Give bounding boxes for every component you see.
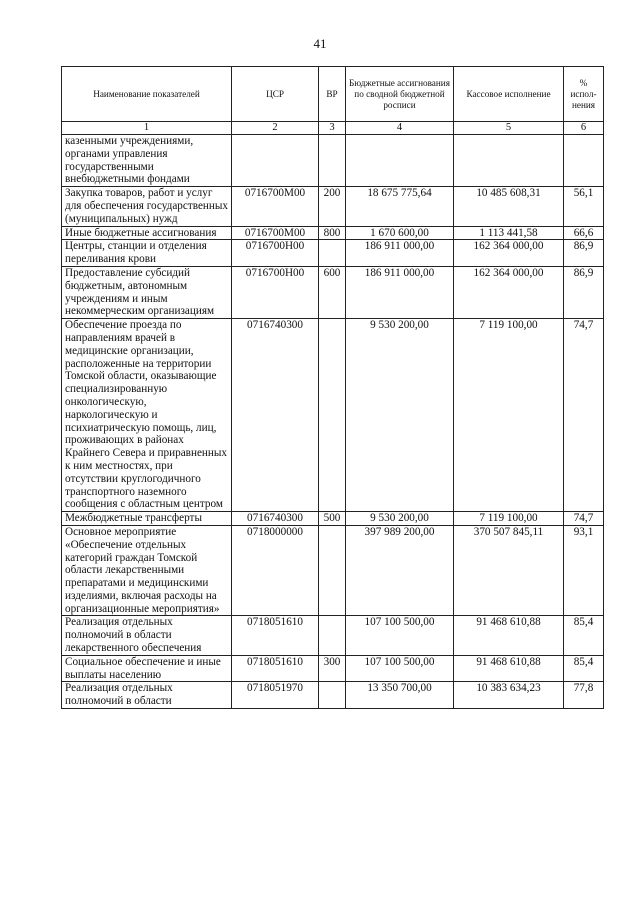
row-assignments-cell: 1 670 600,00 — [346, 226, 454, 240]
row-csr-cell: 0718051610 — [232, 655, 319, 682]
row-csr-cell: 0716700Н00 — [232, 266, 319, 318]
row-csr-cell: 0716740300 — [232, 512, 319, 526]
row-csr-cell: 0718051610 — [232, 616, 319, 655]
row-percent-cell: 77,8 — [564, 682, 604, 709]
header-cash: Кассовое исполнение — [454, 67, 564, 122]
row-name-cell: Межбюджетные трансферты — [62, 512, 232, 526]
row-percent-cell: 86,9 — [564, 240, 604, 267]
row-name-cell: Основное мероприятие «Обеспечение отдельных категорий граждан Томской области лекарственными препаратами и медицинскими изделиями, включая расходы на организационные мероприятия» — [62, 525, 232, 616]
row-assignments-cell: 13 350 700,00 — [346, 682, 454, 709]
row-assignments-cell: 397 989 200,00 — [346, 525, 454, 616]
row-assignments-cell — [346, 135, 454, 187]
row-vr-cell: 200 — [319, 187, 346, 226]
row-csr-cell: 0716700М00 — [232, 187, 319, 226]
row-assignments-cell: 9 530 200,00 — [346, 512, 454, 526]
column-number: 4 — [346, 122, 454, 135]
table-row — [62, 512, 604, 526]
row-cash-cell: 91 468 610,88 — [454, 655, 564, 682]
row-cash-cell: 370 507 845,11 — [454, 525, 564, 616]
row-vr-cell — [319, 616, 346, 655]
table-row — [62, 319, 604, 512]
row-percent-cell — [564, 135, 604, 187]
row-cash-cell: 10 383 634,23 — [454, 682, 564, 709]
column-number: 1 — [62, 122, 232, 135]
row-assignments-cell: 107 100 500,00 — [346, 616, 454, 655]
row-name-cell: Иные бюджетные ассигнования — [62, 226, 232, 240]
row-vr-cell — [319, 525, 346, 616]
row-cash-cell: 10 485 608,31 — [454, 187, 564, 226]
table-row — [62, 655, 604, 682]
budget-execution-table — [61, 66, 604, 709]
row-percent-cell: 85,4 — [564, 655, 604, 682]
column-number-row — [62, 122, 604, 135]
table-header-row — [62, 67, 604, 122]
header-assignments: Бюджетные ассигнования по сводной бюджетной росписи — [346, 67, 454, 122]
row-assignments-cell: 107 100 500,00 — [346, 655, 454, 682]
row-name-cell: казенными учреждениями, органами управления государственными внебюджетными фондами — [62, 135, 232, 187]
row-vr-cell: 500 — [319, 512, 346, 526]
row-name-cell: Предоставление субсидий бюджетным, автономным учреждениям и иным некоммерческим организациям — [62, 266, 232, 318]
row-csr-cell: 0718051970 — [232, 682, 319, 709]
column-number: 5 — [454, 122, 564, 135]
row-name-cell: Реализация отдельных полномочий в области лекарственного обеспечения — [62, 616, 232, 655]
row-percent-cell: 85,4 — [564, 616, 604, 655]
row-vr-cell — [319, 319, 346, 512]
table-row — [62, 135, 604, 187]
row-csr-cell: 0718000000 — [232, 525, 319, 616]
row-percent-cell: 86,9 — [564, 266, 604, 318]
row-assignments-cell: 186 911 000,00 — [346, 266, 454, 318]
row-vr-cell: 600 — [319, 266, 346, 318]
row-csr-cell — [232, 135, 319, 187]
row-percent-cell: 56,1 — [564, 187, 604, 226]
table-row — [62, 266, 604, 318]
row-cash-cell: 162 364 000,00 — [454, 266, 564, 318]
row-cash-cell — [454, 135, 564, 187]
row-csr-cell: 0716700Н00 — [232, 240, 319, 267]
page-number: 41 — [313, 36, 327, 51]
row-vr-cell — [319, 682, 346, 709]
row-cash-cell: 1 113 441,58 — [454, 226, 564, 240]
table-row — [62, 240, 604, 267]
row-percent-cell: 93,1 — [564, 525, 604, 616]
row-percent-cell: 74,7 — [564, 512, 604, 526]
header-name: Наименование показателей — [62, 67, 232, 122]
table-row — [62, 525, 604, 616]
column-number: 6 — [564, 122, 604, 135]
table-row — [62, 187, 604, 226]
row-csr-cell: 0716740300 — [232, 319, 319, 512]
row-assignments-cell: 18 675 775,64 — [346, 187, 454, 226]
row-assignments-cell: 9 530 200,00 — [346, 319, 454, 512]
row-name-cell: Реализация отдельных полномочий в области — [62, 682, 232, 709]
row-assignments-cell: 186 911 000,00 — [346, 240, 454, 267]
table-row — [62, 616, 604, 655]
header-percent: % испол-нения — [564, 67, 604, 122]
row-name-cell: Центры, станции и отделения переливания крови — [62, 240, 232, 267]
row-percent-cell: 66,6 — [564, 226, 604, 240]
row-vr-cell: 300 — [319, 655, 346, 682]
row-vr-cell: 800 — [319, 226, 346, 240]
row-name-cell: Закупка товаров, работ и услуг для обеспечения государственных (муниципальных) нужд — [62, 187, 232, 226]
row-cash-cell: 91 468 610,88 — [454, 616, 564, 655]
row-vr-cell — [319, 135, 346, 187]
row-cash-cell: 7 119 100,00 — [454, 319, 564, 512]
table-row — [62, 682, 604, 709]
row-percent-cell: 74,7 — [564, 319, 604, 512]
header-vr: ВР — [319, 67, 346, 122]
row-vr-cell — [319, 240, 346, 267]
row-name-cell: Социальное обеспечение и иные выплаты населению — [62, 655, 232, 682]
header-csr: ЦСР — [232, 67, 319, 122]
table-row — [62, 226, 604, 240]
row-name-cell: Обеспечение проезда по направлениям врачей в медицинские организации, расположенные на территории Томской области, оказывающие специализированную онкологическую, наркологическую и психиатрическую помощь, лиц, проживающих в районах Крайнего Севера и приравненных к ним местностях, при отсутствии круглогодичного транспортного наземного сообщения с областным центром — [62, 319, 232, 512]
row-csr-cell: 0716700М00 — [232, 226, 319, 240]
column-number: 2 — [232, 122, 319, 135]
row-cash-cell: 7 119 100,00 — [454, 512, 564, 526]
column-number: 3 — [319, 122, 346, 135]
row-cash-cell: 162 364 000,00 — [454, 240, 564, 267]
